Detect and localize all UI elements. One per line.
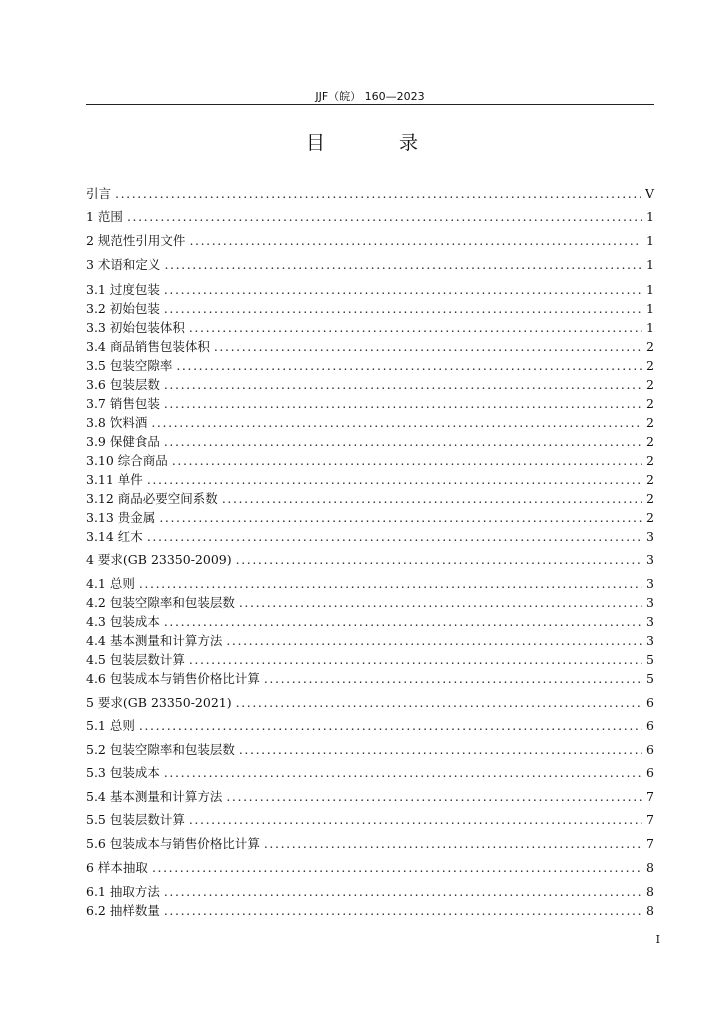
toc-entry[interactable]	[86, 718, 654, 734]
dot-leader	[164, 377, 642, 393]
toc-entry-page: 1	[646, 233, 654, 248]
toc-entry-page: V	[644, 186, 654, 201]
toc-entry-label: 3.1 过度包装	[86, 282, 160, 297]
toc-entry[interactable]	[86, 633, 654, 649]
toc-entry[interactable]	[86, 415, 654, 431]
toc-entry-page: 3	[646, 614, 654, 629]
toc-entry-page: 7	[646, 789, 654, 804]
toc-entry-page: 1	[646, 301, 654, 316]
toc-entry[interactable]	[86, 396, 654, 412]
toc-entry-label: 5.4 基本测量和计算方法	[86, 789, 223, 804]
dot-leader	[164, 301, 642, 317]
dot-leader	[115, 186, 641, 202]
dot-leader	[176, 358, 642, 374]
header-rule	[86, 104, 654, 105]
toc-entry-page: 2	[646, 472, 654, 487]
toc-entry[interactable]	[86, 339, 654, 355]
toc-entry-page: 2	[646, 358, 654, 373]
dot-leader	[236, 552, 642, 568]
toc-entry-page: 1	[646, 282, 654, 297]
toc-entry-page: 1	[646, 257, 654, 272]
toc-entry-page: 6	[646, 718, 654, 733]
toc-entry-page: 7	[646, 812, 654, 827]
toc-entry-label: 3.14 红木	[86, 529, 143, 544]
toc-entry-label: 3.7 销售包装	[86, 396, 160, 411]
toc-entry-label: 3.2 初始包装	[86, 301, 160, 316]
dot-leader	[139, 576, 642, 592]
toc-entry[interactable]	[86, 860, 654, 876]
toc-entry-label: 2 规范性引用文件	[86, 233, 186, 248]
toc-entry-label: 3.6 包装层数	[86, 377, 160, 392]
toc-entry-page: 2	[646, 339, 654, 354]
toc-entry-label: 3.11 单件	[86, 472, 143, 487]
toc-entry[interactable]	[86, 595, 654, 611]
dot-leader	[159, 510, 642, 526]
toc-entry-page: 3	[646, 552, 654, 567]
dot-leader	[164, 765, 642, 781]
toc-entry[interactable]	[86, 529, 654, 545]
toc-entry-label: 3.8 饮料酒	[86, 415, 148, 430]
toc-entry-label: 5.1 总则	[86, 718, 135, 733]
toc-entry-label: 5.6 包装成本与销售价格比计算	[86, 836, 260, 851]
toc-entry[interactable]	[86, 742, 654, 758]
toc-entry-page: 2	[646, 377, 654, 392]
toc-entry-label: 4.6 包装成本与销售价格比计算	[86, 671, 260, 686]
toc-entry-label: 4.5 包装层数计算	[86, 652, 185, 667]
toc-entry[interactable]	[86, 576, 654, 592]
toc-entry[interactable]	[86, 836, 654, 852]
toc-entry[interactable]	[86, 552, 654, 568]
dot-leader	[239, 742, 642, 758]
dot-leader	[264, 836, 642, 852]
dot-leader	[147, 472, 642, 488]
toc-entry[interactable]	[86, 510, 654, 526]
toc-entry-label: 6 样本抽取	[86, 860, 148, 875]
toc-entry-label: 4.4 基本测量和计算方法	[86, 633, 223, 648]
toc-entry[interactable]	[86, 358, 654, 374]
dot-leader	[164, 257, 642, 273]
toc-entry-page: 3	[646, 633, 654, 648]
toc-entry-page: 3	[646, 576, 654, 591]
toc-entry[interactable]	[86, 884, 654, 900]
toc-entry[interactable]	[86, 257, 654, 273]
toc-entry[interactable]	[86, 491, 654, 507]
toc-entry[interactable]	[86, 320, 654, 336]
toc-entry-page: 1	[646, 209, 654, 224]
toc-entry-label: 6.2 抽样数量	[86, 903, 160, 918]
toc-entry-label: 3.3 初始包装体积	[86, 320, 185, 335]
dot-leader	[164, 614, 642, 630]
toc-entry-label: 3.5 包装空隙率	[86, 358, 173, 373]
dot-leader	[189, 233, 642, 249]
toc-entry-page: 3	[646, 529, 654, 544]
toc-entry-page: 5	[646, 671, 654, 686]
page-number: I	[655, 933, 660, 946]
toc-entry-label: 3.10 综合商品	[86, 453, 168, 468]
toc-entry[interactable]	[86, 903, 654, 919]
toc-entry-label: 5 要求(GB 23350-2021)	[86, 695, 232, 710]
running-header: JJF（皖） 160—2023	[315, 90, 425, 103]
toc-entry-page: 2	[646, 510, 654, 525]
toc-entry-page: 2	[646, 415, 654, 430]
toc-entry[interactable]	[86, 282, 654, 298]
dot-leader	[189, 812, 642, 828]
dot-leader	[264, 671, 642, 687]
toc-entry-page: 2	[646, 491, 654, 506]
toc-entry[interactable]	[86, 652, 654, 668]
toc-entry[interactable]	[86, 695, 654, 711]
toc-entry-label: 6.1 抽取方法	[86, 884, 160, 899]
toc-entry-page: 2	[646, 453, 654, 468]
toc-entry-label: 3.13 贵金属	[86, 510, 156, 525]
toc-entry[interactable]	[86, 472, 654, 488]
toc-entry[interactable]	[86, 614, 654, 630]
toc-entry-label: 5.3 包装成本	[86, 765, 160, 780]
dot-leader	[164, 434, 642, 450]
toc-entry-label: 4.1 总则	[86, 576, 135, 591]
dot-leader	[152, 860, 642, 876]
toc-entry-page: 6	[646, 742, 654, 757]
toc-entry[interactable]	[86, 377, 654, 393]
toc-entry-label: 3.4 商品销售包装体积	[86, 339, 210, 354]
dot-leader	[164, 282, 642, 298]
dot-leader	[164, 884, 642, 900]
dot-leader	[222, 491, 642, 507]
dot-leader	[239, 595, 642, 611]
toc-entry-page: 5	[646, 652, 654, 667]
toc-entry[interactable]	[86, 671, 654, 687]
toc-entry[interactable]	[86, 186, 654, 202]
toc-entry-label: 4 要求(GB 23350-2009)	[86, 552, 232, 567]
toc-entry-label: 4.3 包装成本	[86, 614, 160, 629]
toc-entry-label: 引言	[86, 186, 112, 201]
dot-leader	[226, 633, 642, 649]
toc-entry-label: 4.2 包装空隙率和包装层数	[86, 595, 235, 610]
toc-entry-page: 6	[646, 695, 654, 710]
toc-entry-page: 8	[646, 860, 654, 875]
toc-entry-page: 8	[646, 903, 654, 918]
dot-leader	[236, 695, 642, 711]
dot-leader	[226, 789, 642, 805]
toc-entry[interactable]	[86, 233, 654, 249]
dot-leader	[139, 718, 642, 734]
dot-leader	[214, 339, 642, 355]
dot-leader	[127, 209, 642, 225]
toc-entry-label: 3.12 商品必要空间系数	[86, 491, 218, 506]
toc-entry[interactable]	[86, 434, 654, 450]
toc-entry[interactable]	[86, 789, 654, 805]
toc-entry[interactable]	[86, 209, 654, 225]
toc-entry[interactable]	[86, 765, 654, 781]
toc-entry-page: 2	[646, 396, 654, 411]
toc-entry[interactable]	[86, 453, 654, 469]
toc-entry-page: 2	[646, 434, 654, 449]
dot-leader	[189, 320, 642, 336]
toc-entry-label: 3 术语和定义	[86, 257, 161, 272]
page-title: 目 录	[305, 132, 453, 154]
toc-entry-page: 6	[646, 765, 654, 780]
toc-entry-page: 8	[646, 884, 654, 899]
toc-entry-page: 7	[646, 836, 654, 851]
toc-entry-label: 5.5 包装层数计算	[86, 812, 185, 827]
toc-entry[interactable]	[86, 812, 654, 828]
dot-leader	[164, 903, 642, 919]
toc-entry-label: 3.9 保健食品	[86, 434, 160, 449]
dot-leader	[147, 529, 642, 545]
dot-leader	[172, 453, 642, 469]
toc-entry-label: 5.2 包装空隙率和包装层数	[86, 742, 235, 757]
dot-leader	[189, 652, 642, 668]
toc-entry[interactable]	[86, 301, 654, 317]
dot-leader	[164, 396, 642, 412]
toc-entry-page: 3	[646, 595, 654, 610]
dot-leader	[151, 415, 642, 431]
toc-entry-label: 1 范围	[86, 209, 123, 224]
toc-entry-page: 1	[646, 320, 654, 335]
